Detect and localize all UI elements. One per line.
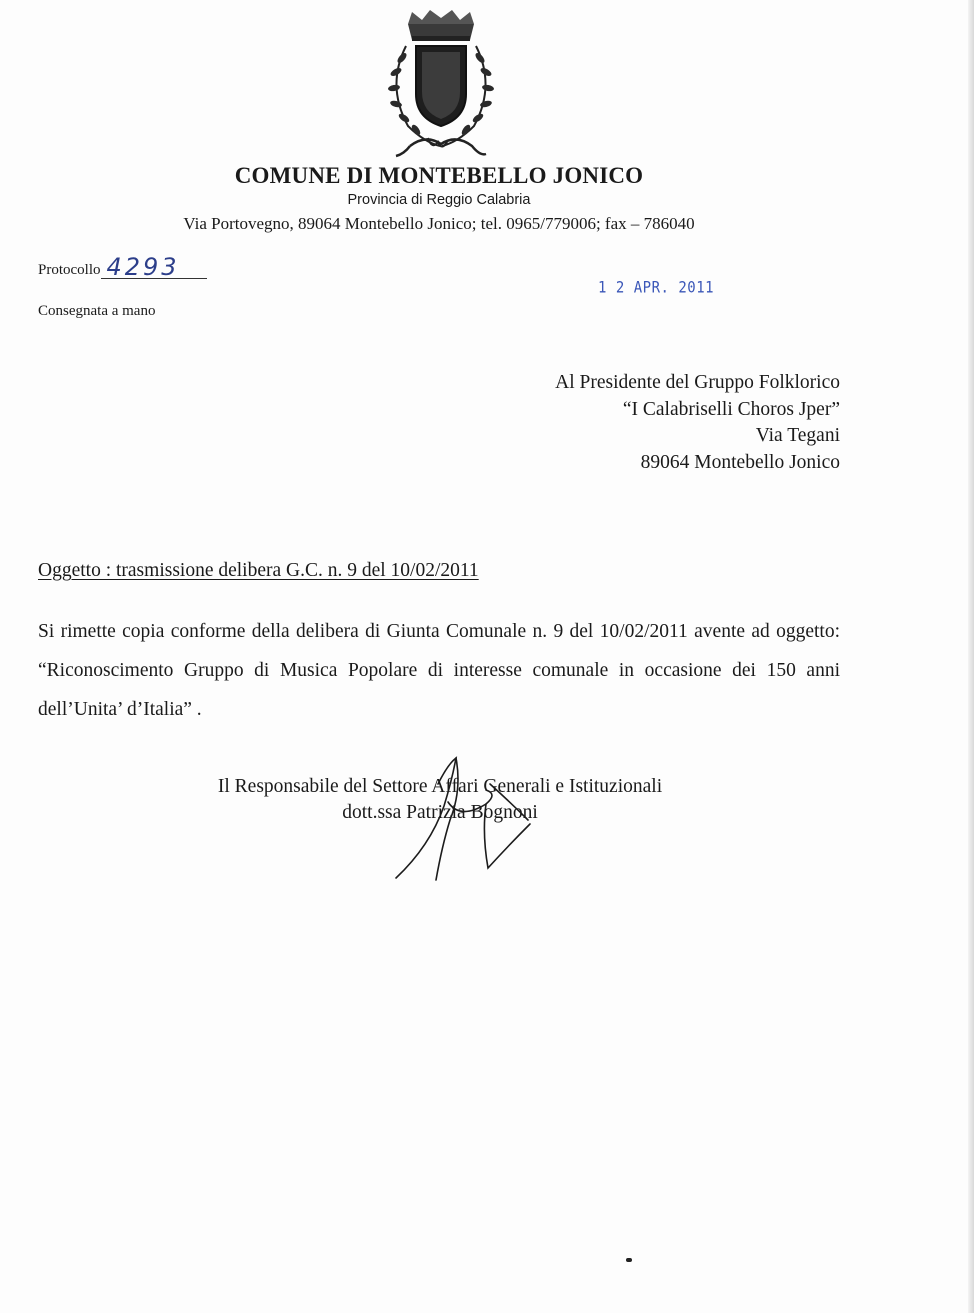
recipient-line-1: Al Presidente del Gruppo Folklorico	[555, 372, 840, 393]
recipient-line-2: “I Calabriselli Choros Jper”	[622, 398, 840, 420]
recipient-line-3: Via Tegani	[755, 425, 840, 446]
municipality-name: COMUNE DI MONTEBELLO JONICO	[234, 163, 644, 188]
subject-line: Oggetto : trasmissione delibera G.C. n. 9 del 10/02/2011	[38, 560, 479, 581]
protocol-number: 4293	[106, 253, 180, 281]
protocol-number-line	[101, 250, 207, 279]
scan-edge-shadow	[968, 0, 974, 1313]
recipient-block	[555, 370, 840, 476]
protocol-label: Protocollo	[38, 262, 101, 278]
date-stamp: 1 2 APR. 2011	[598, 278, 715, 298]
municipality-address: Via Portovegno, 89064 Montebello Jonico; tel. 0965/779006; fax – 786040	[183, 214, 695, 233]
signatory-name: dott.ssa Patrizia Bognoni	[342, 802, 538, 823]
scan-speck	[626, 1258, 632, 1262]
province-name: Provincia di Reggio Calabria	[347, 192, 531, 208]
recipient-line-4: 89064 Montebello Jonico	[640, 451, 840, 473]
protocol-field	[38, 250, 207, 279]
signature-icon	[390, 750, 540, 885]
delivery-method: Consegnata a mano	[38, 303, 156, 319]
signatory-role: Il Responsabile del Settore Affari Generali e Istituzionali	[217, 776, 663, 797]
coat-of-arms-icon	[372, 6, 510, 166]
body-paragraph: Si rimette copia conforme della delibera di Giunta Comunale n. 9 del 10/02/2011 avente ad oggetto: “Riconoscimento Gruppo di Musica Popolare di interesse comunale in occasione dei 150 anni dell’Unita’ d’Italia” .	[38, 621, 840, 720]
